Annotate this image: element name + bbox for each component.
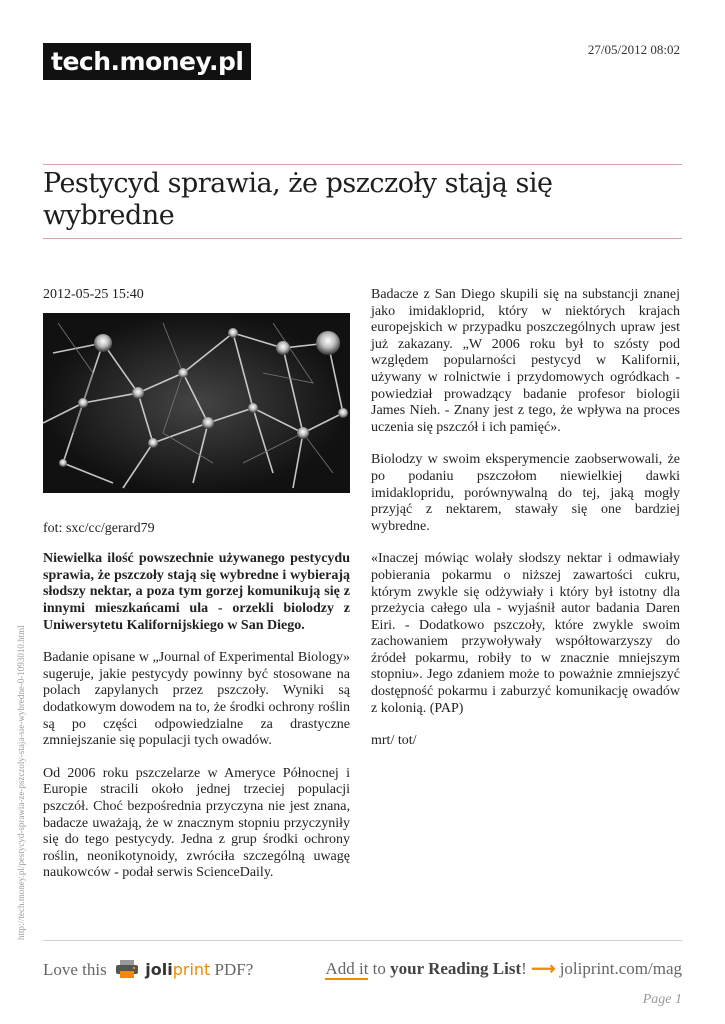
add-it-link[interactable]: Add it bbox=[325, 959, 369, 978]
page-number: Page 1 bbox=[642, 992, 682, 1007]
title-bottom-rule bbox=[43, 238, 682, 239]
love-label: Love this bbox=[43, 960, 107, 979]
title-top-rule bbox=[43, 164, 682, 165]
article-paragraph: Od 2006 roku pszczelarze w Ameryce Północnej i Europie stracili około jednej trzeciej populacji pszczół. Choć bezpośrednia przyczyna nie jest znana, badacze uważają, że w znacznym stopniu przyczyniły się do tego pestycydy. Jedna z grup środki ochrony roślin, neonikotynoidy, zwróciła szczególną uwagę naukowców - podał serwis ScienceDaily. bbox=[43, 765, 350, 881]
love-joliprint bbox=[43, 959, 253, 980]
site-logo[interactable]: tech.money.pl bbox=[43, 43, 251, 80]
side-url bbox=[12, 580, 30, 940]
source-url: http://tech.money.pl/pestycyd-sprawia-ze-pszczoly-staja-sie-wybredne-0-1093010.html bbox=[16, 625, 26, 940]
article-paragraph: Badacze z San Diego skupili się na substancji znanej jako imidakloprid, który w niektórych krajach europejskich w przypadku poszczególnych upraw jest już zakazany. „W 2006 roku był to szósty pod względem popularności pestycyd w Kalifornii, używany w rolnictwie i przydomowych ogródkach - powiedział prowadzący badanie profesor biologii James Nieh. - Znany jest z tego, że wpływa na proces uczenia się pszczół i ich pamięć». bbox=[371, 287, 680, 435]
article-title: Pestycyd sprawia, że pszczoły stają się wybredne bbox=[43, 168, 553, 231]
article-paragraph: Badanie opisane w „Journal of Experimental Biology» sugeruje, jakie pestycydy powinny być stosowane na polach zapylanych przez pszczoły. Wyniki są dodatkowym dowodem na to, że środki ochrony roślin są po części odpowiedzialne za drastyczne zmniejszanie się populacji tych owadów. bbox=[43, 650, 350, 749]
brand-print: print bbox=[172, 960, 211, 979]
reading-list-cta bbox=[325, 959, 682, 979]
joliprint-printer-icon bbox=[115, 959, 139, 979]
exclaim: ! bbox=[521, 959, 527, 978]
pdf-label: PDF? bbox=[214, 960, 254, 979]
footer-rule bbox=[43, 940, 682, 941]
joliprint-mag-link[interactable]: joliprint.com/mag bbox=[559, 959, 682, 978]
article-lead: Niewielka ilość powszechnie używanego pestycydu sprawia, że pszczoły stają się wybredne i wybierają słodszy nektar, a poza tym gorzej komunikują się z innymi mieszkańcami ula - orzekli biolodzy z Uniwersytetu Kalifornijskiego w San Diego. bbox=[43, 551, 350, 633]
photo-caption: fot: sxc/cc/gerard79 bbox=[43, 520, 155, 536]
right-column bbox=[371, 287, 680, 766]
publication-date: 2012-05-25 15:40 bbox=[43, 287, 144, 302]
joliprint-brand[interactable] bbox=[145, 960, 210, 979]
reading-list-label: your Reading List bbox=[390, 959, 522, 978]
brand-joli: joli bbox=[145, 960, 173, 979]
print-datetime: 27/05/2012 08:02 bbox=[587, 42, 680, 57]
neuron-network-photo bbox=[43, 313, 350, 493]
article-paragraph: «Inaczej mówiąc wolały słodszy nektar i odmawiały pobierania pokarmu o niższej zawartości cukru, którym zwykle się odżywiały i który był istotny dla przeżycia całego ula - wyjaśnił autor badania Daren Eiri. - Dodatkowo pszczoły, które zwykle swoim zachowaniem przywoływały współtowarzyszy do źródeł pokarmu, robiły to w znacznie mniejszym stopniu». Jego zdaniem może to poważnie zmniejszyć dostępność pokarmu i zaburzyć komunikację owadów z kolonią. (PAP) bbox=[371, 551, 680, 716]
article-paragraph: Biolodzy w swoim eksperymencie zaobserwowali, że po podaniu pszczołom niewielkiej dawki imidaklopridu, porównywalną do tej, jaką mogły przyjąć z nektarem, stawały się one bardziej wybredne. bbox=[371, 452, 680, 534]
footer bbox=[43, 957, 682, 983]
author-signature: mrt/ tot/ bbox=[371, 733, 417, 749]
arrow-right-icon: ⟶ bbox=[531, 959, 556, 978]
left-column bbox=[43, 287, 350, 898]
to-label: to bbox=[372, 959, 386, 978]
